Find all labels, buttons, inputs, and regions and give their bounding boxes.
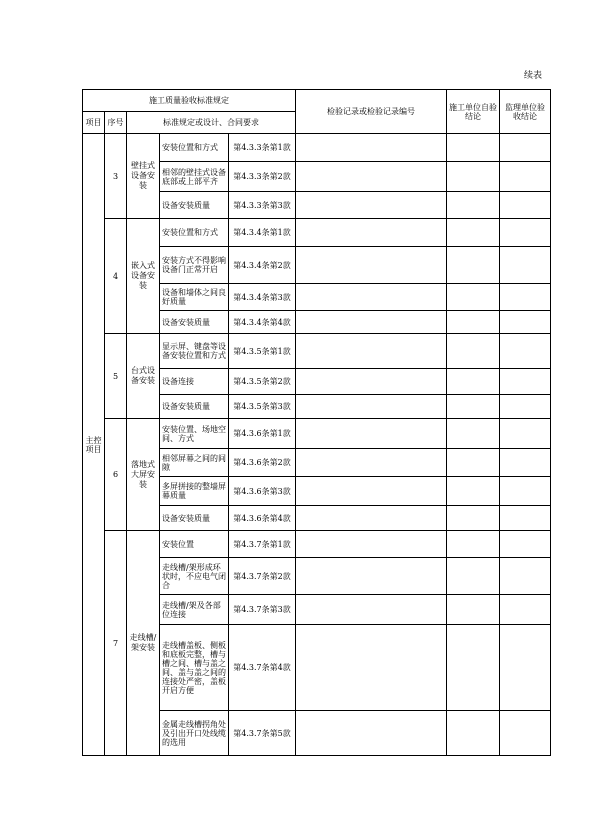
requirement-desc-cell: 安装方式不得影响设备门正常开启 bbox=[160, 247, 229, 284]
supervisor-conclusion-header: 监理单位验收结论 bbox=[500, 90, 551, 134]
builder-conclusion-cell[interactable] bbox=[447, 369, 500, 395]
clause-cell: 第4.3.6条第1款 bbox=[229, 419, 296, 449]
record-input-cell[interactable] bbox=[296, 334, 447, 369]
table-row bbox=[83, 531, 551, 558]
supervisor-conclusion-cell[interactable] bbox=[500, 419, 551, 449]
builder-conclusion-cell[interactable] bbox=[447, 284, 500, 311]
requirement-desc-cell: 设备安装质量 bbox=[160, 506, 229, 531]
requirement-desc-cell: 相邻的壁挂式设备底部或上部平齐 bbox=[160, 162, 229, 192]
clause-cell: 第4.3.7条第1款 bbox=[229, 531, 296, 558]
continued-label: 续表 bbox=[524, 71, 543, 81]
supervisor-conclusion-cell[interactable] bbox=[500, 595, 551, 625]
clause-cell: 第4.3.6条第3款 bbox=[229, 477, 296, 506]
table-row bbox=[83, 419, 551, 449]
requirement-desc-cell: 金属走线槽拐角处及引出开口处线缆的选用 bbox=[160, 711, 229, 756]
clause-cell: 第4.3.5条第3款 bbox=[229, 395, 296, 419]
record-input-cell[interactable] bbox=[296, 477, 447, 506]
record-input-cell[interactable] bbox=[296, 506, 447, 531]
main-category-cell: 主控项目 bbox=[83, 134, 105, 756]
builder-conclusion-cell[interactable] bbox=[447, 419, 500, 449]
clause-cell: 第4.3.5条第2款 bbox=[229, 369, 296, 395]
supervisor-conclusion-cell[interactable] bbox=[500, 311, 551, 334]
table-row bbox=[83, 219, 551, 247]
record-input-cell[interactable] bbox=[296, 558, 447, 595]
builder-conclusion-cell[interactable] bbox=[447, 311, 500, 334]
requirement-header: 标准规定或设计、合同要求 bbox=[127, 112, 296, 134]
builder-conclusion-cell[interactable] bbox=[447, 531, 500, 558]
acceptance-form-table bbox=[82, 89, 551, 756]
clause-cell: 第4.3.4条第2款 bbox=[229, 247, 296, 284]
record-input-cell[interactable] bbox=[296, 449, 447, 477]
supervisor-conclusion-cell[interactable] bbox=[500, 219, 551, 247]
record-input-cell[interactable] bbox=[296, 711, 447, 756]
group-name-cell: 嵌入式设备安装 bbox=[127, 219, 160, 334]
record-input-cell[interactable] bbox=[296, 219, 447, 247]
requirement-desc-cell: 安装位置、场地空间、方式 bbox=[160, 419, 229, 449]
builder-conclusion-cell[interactable] bbox=[447, 162, 500, 192]
group-name-cell: 走线槽/架安装 bbox=[127, 531, 160, 756]
builder-conclusion-cell[interactable] bbox=[447, 395, 500, 419]
table-row bbox=[83, 134, 551, 162]
requirement-desc-cell: 设备安装质量 bbox=[160, 395, 229, 419]
builder-conclusion-cell[interactable] bbox=[447, 506, 500, 531]
seq-cell: 3 bbox=[105, 134, 127, 219]
builder-conclusion-cell[interactable] bbox=[447, 449, 500, 477]
requirement-desc-cell: 安装位置和方式 bbox=[160, 219, 229, 247]
clause-cell: 第4.3.6条第4款 bbox=[229, 506, 296, 531]
builder-conclusion-cell[interactable] bbox=[447, 711, 500, 756]
record-input-cell[interactable] bbox=[296, 162, 447, 192]
supervisor-conclusion-cell[interactable] bbox=[500, 284, 551, 311]
clause-cell: 第4.3.6条第2款 bbox=[229, 449, 296, 477]
group-name-cell: 落地式大屏安装 bbox=[127, 419, 160, 531]
requirement-desc-cell: 安装位置 bbox=[160, 531, 229, 558]
record-input-cell[interactable] bbox=[296, 192, 447, 219]
record-input-cell[interactable] bbox=[296, 311, 447, 334]
supervisor-conclusion-cell[interactable] bbox=[500, 711, 551, 756]
seq-header: 序号 bbox=[105, 112, 127, 134]
item-header: 项目 bbox=[83, 112, 105, 134]
supervisor-conclusion-cell[interactable] bbox=[500, 477, 551, 506]
clause-cell: 第4.3.7条第4款 bbox=[229, 625, 296, 711]
seq-cell: 5 bbox=[105, 334, 127, 419]
clause-cell: 第4.3.7条第3款 bbox=[229, 595, 296, 625]
builder-conclusion-cell[interactable] bbox=[447, 595, 500, 625]
clause-cell: 第4.3.3条第2款 bbox=[229, 162, 296, 192]
group-name-cell: 台式设备安装 bbox=[127, 334, 160, 419]
supervisor-conclusion-cell[interactable] bbox=[500, 395, 551, 419]
seq-cell: 7 bbox=[105, 531, 127, 756]
clause-cell: 第4.3.7条第5款 bbox=[229, 711, 296, 756]
record-input-cell[interactable] bbox=[296, 625, 447, 711]
clause-cell: 第4.3.3条第1款 bbox=[229, 134, 296, 162]
clause-cell: 第4.3.7条第2款 bbox=[229, 558, 296, 595]
supervisor-conclusion-cell[interactable] bbox=[500, 449, 551, 477]
requirement-desc-cell: 走线槽盖板、侧板和底板完整，槽与槽之间、槽与盖之间、盖与盖之间的连接处严密，盖板开启方便 bbox=[160, 625, 229, 711]
supervisor-conclusion-cell[interactable] bbox=[500, 334, 551, 369]
standard-header: 施工质量验收标准规定 bbox=[83, 90, 296, 112]
clause-cell: 第4.3.3条第3款 bbox=[229, 192, 296, 219]
requirement-desc-cell: 设备安装质量 bbox=[160, 311, 229, 334]
supervisor-conclusion-cell[interactable] bbox=[500, 506, 551, 531]
builder-conclusion-cell[interactable] bbox=[447, 625, 500, 711]
requirement-desc-cell: 相邻屏幕之间的间隙 bbox=[160, 449, 229, 477]
seq-cell: 6 bbox=[105, 419, 127, 531]
requirement-desc-cell: 安装位置和方式 bbox=[160, 134, 229, 162]
table-row bbox=[83, 334, 551, 369]
requirement-desc-cell: 显示屏、键盘等设备安装位置和方式 bbox=[160, 334, 229, 369]
clause-cell: 第4.3.4条第1款 bbox=[229, 219, 296, 247]
builder-conclusion-cell[interactable] bbox=[447, 192, 500, 219]
record-input-cell[interactable] bbox=[296, 369, 447, 395]
clause-cell: 第4.3.4条第3款 bbox=[229, 284, 296, 311]
record-input-cell[interactable] bbox=[296, 595, 447, 625]
group-name-cell: 壁挂式设备安装 bbox=[127, 134, 160, 219]
builder-conclusion-cell[interactable] bbox=[447, 477, 500, 506]
clause-cell: 第4.3.5条第1款 bbox=[229, 334, 296, 369]
requirement-desc-cell: 多屏拼接的整墙屏幕质量 bbox=[160, 477, 229, 506]
supervisor-conclusion-cell[interactable] bbox=[500, 162, 551, 192]
builder-conclusion-cell[interactable] bbox=[447, 558, 500, 595]
record-input-cell[interactable] bbox=[296, 284, 447, 311]
requirement-desc-cell: 设备和墙体之间良好质量 bbox=[160, 284, 229, 311]
record-input-cell[interactable] bbox=[296, 419, 447, 449]
builder-conclusion-cell[interactable] bbox=[447, 219, 500, 247]
builder-conclusion-cell[interactable] bbox=[447, 134, 500, 162]
builder-conclusion-cell[interactable] bbox=[447, 334, 500, 369]
builder-conclusion-cell[interactable] bbox=[447, 247, 500, 284]
requirement-desc-cell: 走线槽/架形成环状时，不应电气闭合 bbox=[160, 558, 229, 595]
supervisor-conclusion-cell[interactable] bbox=[500, 134, 551, 162]
supervisor-conclusion-cell[interactable] bbox=[500, 192, 551, 219]
supervisor-conclusion-cell[interactable] bbox=[500, 531, 551, 558]
builder-conclusion-header: 施工单位自验结论 bbox=[447, 90, 500, 134]
supervisor-conclusion-cell[interactable] bbox=[500, 247, 551, 284]
requirement-desc-cell: 设备连接 bbox=[160, 369, 229, 395]
record-input-cell[interactable] bbox=[296, 247, 447, 284]
seq-cell: 4 bbox=[105, 219, 127, 334]
record-header: 检验记录或检验记录编号 bbox=[296, 90, 447, 134]
supervisor-conclusion-cell[interactable] bbox=[500, 625, 551, 711]
requirement-desc-cell: 走线槽/架及各部位连接 bbox=[160, 595, 229, 625]
record-input-cell[interactable] bbox=[296, 395, 447, 419]
clause-cell: 第4.3.4条第4款 bbox=[229, 311, 296, 334]
supervisor-conclusion-cell[interactable] bbox=[500, 558, 551, 595]
requirement-desc-cell: 设备安装质量 bbox=[160, 192, 229, 219]
supervisor-conclusion-cell[interactable] bbox=[500, 369, 551, 395]
record-input-cell[interactable] bbox=[296, 531, 447, 558]
record-input-cell[interactable] bbox=[296, 134, 447, 162]
